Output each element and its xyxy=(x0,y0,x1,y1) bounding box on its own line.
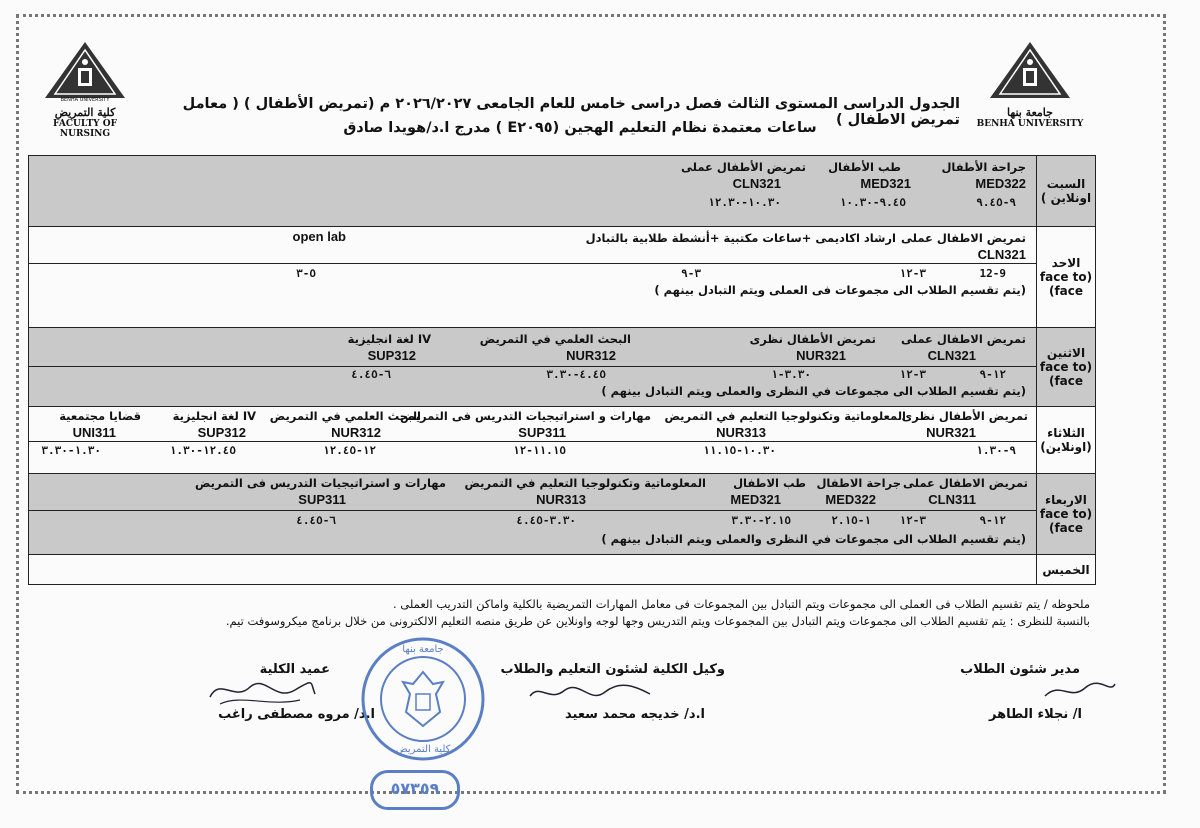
time-slot: ١٢-٩ xyxy=(979,514,1006,527)
time-slot: ١٢-١٢.٤٥ xyxy=(323,444,376,457)
signature-title-vice-dean: وكيل الكلية لشئون التعليم والطلاب xyxy=(500,662,725,677)
time-slot: ٣-٩ xyxy=(681,267,701,280)
time-slot: ٣-١٢ xyxy=(899,514,926,527)
logo-mini-text: BENHA UNIVERSITY xyxy=(60,97,110,102)
course-name: المعلوماتية وتكنولوجيا التعليم في التمريض xyxy=(664,409,906,423)
course-code: CLN311 xyxy=(928,492,976,507)
course-name: مهارات و استراتيجيات التدريس فى التمريض xyxy=(399,409,651,423)
course-name: لغة انجليزية IV xyxy=(172,409,256,423)
time-slot: ٥-٣ xyxy=(296,267,316,280)
group-note: (يتم تقسيم الطلاب الى مجموعات في النظرى والعملى ويتم التبادل بينهم ) xyxy=(601,384,1026,398)
course-name: تمريض الأطفال نظرى xyxy=(901,409,1028,423)
handwritten-signature xyxy=(200,672,320,712)
official-stamp xyxy=(358,634,488,764)
time-slot: ١٢.٤٥-١.٣٠ xyxy=(169,444,236,457)
course-code: CLN321 xyxy=(927,348,976,363)
course-code: NUR321 xyxy=(796,348,846,363)
signature-name-vice-dean: ا.د/ خديجه محمد سعيد xyxy=(565,707,705,722)
course-code: NUR313 xyxy=(716,425,766,440)
course-code: NUR312 xyxy=(331,425,381,440)
time-slot: ١-٢.١٥ xyxy=(831,514,871,527)
row-saturday xyxy=(29,156,1096,227)
course-name: تمريض الاطفال عملى xyxy=(902,476,1028,490)
course-code: MED321 xyxy=(860,176,911,191)
logo-left-arabic: كلية التمريض xyxy=(54,106,116,119)
time-slot: ١٠.٣٠-١٢.٣٠ xyxy=(708,196,781,209)
course-name: تمريض الأطفال نظرى xyxy=(749,332,876,346)
course-name: جراحة الأطفال xyxy=(941,160,1026,174)
course-code: SUP311 xyxy=(298,492,346,507)
course-name: تمريض الأطفال عملى xyxy=(680,160,806,174)
course-name: لغة انجليزية IV xyxy=(347,332,431,346)
course-name: مهارات و استراتيجيات التدريس فى التمريض xyxy=(194,476,446,490)
schedule-title: الجدول الدراسى المستوى الثالث فصل دراسى خامس للعام الجامعى ٢٠٢٦/٢٠٢٧ م (تمريض الأطفال ) ( معامل تمريض الاطفال ) xyxy=(182,96,960,128)
time-slot: ٣-١٢ xyxy=(899,368,926,381)
time-slot: ٩.٤٥-١٠.٣٠ xyxy=(839,196,906,209)
course-code: NUR312 xyxy=(566,348,616,363)
signature-title-student-affairs: مدير شئون الطلاب xyxy=(960,662,1080,677)
signature-title-dean: عميد الكلية xyxy=(259,662,330,677)
time-slot: ٤.٤٥-٣.٣٠ xyxy=(546,368,606,381)
schedule-subtitle: ساعات معتمدة نظام التعليم الهجين (E٢٠٩٥ ) مدرج ا.د/هويدا صادق xyxy=(343,120,817,136)
group-note: (يتم تقسيم الطلاب الى مجموعات في النظرى والعملى ويتم التبادل بينهم ) xyxy=(601,532,1026,546)
stamp-top-text: جامعة بنها xyxy=(402,644,444,655)
time-slot: ٢.١٥-٣.٣٠ xyxy=(731,514,791,527)
signature-name-dean: ا.د/ مروه مصطفى راغب xyxy=(218,707,375,722)
day-sunday: الاحد (face to face) xyxy=(1037,227,1096,328)
logo-left-english: FACULTY OF NURSING xyxy=(53,119,117,139)
time-slot: ١٠.٣٠-١١.١٥ xyxy=(703,444,776,457)
course-code: CLN321 xyxy=(732,176,781,191)
course-code: NUR321 xyxy=(926,425,976,440)
time-slot: ١١.١٥-١٢ xyxy=(513,444,566,457)
benha-university-logo xyxy=(975,40,1085,140)
eagle-emblem-icon xyxy=(403,672,443,726)
time-slot: ٩-٩.٤٥ xyxy=(976,196,1016,209)
schedule-table xyxy=(28,155,1096,585)
course-name: open lab xyxy=(292,229,346,244)
course-code: SUP312 xyxy=(367,348,416,363)
day-saturday: السبت اونلاين ) xyxy=(1037,156,1096,227)
course-code: MED322 xyxy=(975,176,1026,191)
course-code: UNI311 xyxy=(72,425,116,440)
faculty-of-nursing-logo xyxy=(30,40,140,140)
day-monday: الاثنين (face to face) xyxy=(1037,328,1096,407)
course-code: SUP312 xyxy=(197,425,246,440)
course-name: طب الاطفال xyxy=(733,476,806,490)
course-code: MED322 xyxy=(825,492,876,507)
signature-name-student-affairs: ا/ نجلاء الطاهر xyxy=(988,707,1082,722)
course-name: ارشاد اكاديمى +ساعات مكتبية +أنشطة طلابية بالتبادل xyxy=(585,231,896,245)
course-name: تمريض الاطفال عملى xyxy=(900,231,1026,245)
day-thursday: الخميس xyxy=(1037,555,1096,585)
logo-right-arabic: جامعة بنها xyxy=(1007,106,1053,119)
course-name: تمريض الاطفال عملى xyxy=(900,332,1026,346)
time-slot: ٣.٣٠-١ xyxy=(771,368,811,381)
course-code: NUR313 xyxy=(536,492,586,507)
day-wednesday: الاربعاء (face to face) xyxy=(1037,474,1096,555)
row-tuesday xyxy=(29,407,1096,474)
pyramid-icon xyxy=(30,40,140,102)
course-name: البحث العلمي في التمريض xyxy=(269,409,421,423)
time-slot: ٩-١.٣٠ xyxy=(976,444,1016,457)
course-code: CLN321 xyxy=(977,247,1026,262)
row-monday xyxy=(29,328,1096,407)
group-note: (يتم تقسيم الطلاب الى مجموعات فى العملى ويتم التبادل بينهم ) xyxy=(654,283,1026,297)
time-slot: ٣.٣٠-٤.٤٥ xyxy=(516,514,576,527)
stamp-bottom-text: كلية التمريض xyxy=(395,744,451,755)
logo-right-english: BENHA UNIVERSITY xyxy=(976,119,1084,129)
note-theoretical: بالنسبة للنظرى : يتم تقسيم الطلاب الى مجموعات ويتم التبادل بين المجموعات ويتم التدريس وجها لوجه واونلاين عن طريق منصه التعليم الالكترونى من خلال برنامج ميكروسوفت تيم. xyxy=(225,614,1090,628)
time-slot: ٦-٤.٤٥ xyxy=(296,514,336,527)
pyramid-icon xyxy=(975,40,1085,102)
time-slot: ١.٣٠-٣.٣٠ xyxy=(41,444,101,457)
row-thursday xyxy=(29,555,1096,585)
stamp-number: ٥٧٣٥٩ xyxy=(370,770,460,810)
time-slot: 12-9 xyxy=(979,267,1006,280)
course-name: طب الأطفال xyxy=(828,160,901,174)
time-slot: ٦-٤.٤٥ xyxy=(351,368,391,381)
row-sunday xyxy=(29,227,1096,328)
handwritten-signature xyxy=(525,678,655,708)
day-tuesday: الثلاثاء (اونلاين) xyxy=(1037,407,1096,474)
course-code: SUP311 xyxy=(518,425,566,440)
note-practical: ملحوظه / يتم تقسيم الطلاب فى العملى الى مجموعات ويتم التبادل بين المجموعات فى معامل المهارات التمريضية بالكلية واماكن التدريب العملى . xyxy=(392,597,1090,611)
course-name: المعلوماتية وتكنولوجيا التعليم في التمريض xyxy=(464,476,706,490)
time-slot: ٣-١٢ xyxy=(899,267,926,280)
handwritten-signature xyxy=(1040,676,1120,706)
course-name: جراحة الاطفال xyxy=(816,476,901,490)
time-slot: ١٢-٩ xyxy=(979,368,1006,381)
row-wednesday xyxy=(29,474,1096,555)
course-code: MED321 xyxy=(730,492,781,507)
course-name: قضايا مجتمعية xyxy=(59,409,141,423)
course-name: البحث العلمي في التمريض xyxy=(479,332,631,346)
